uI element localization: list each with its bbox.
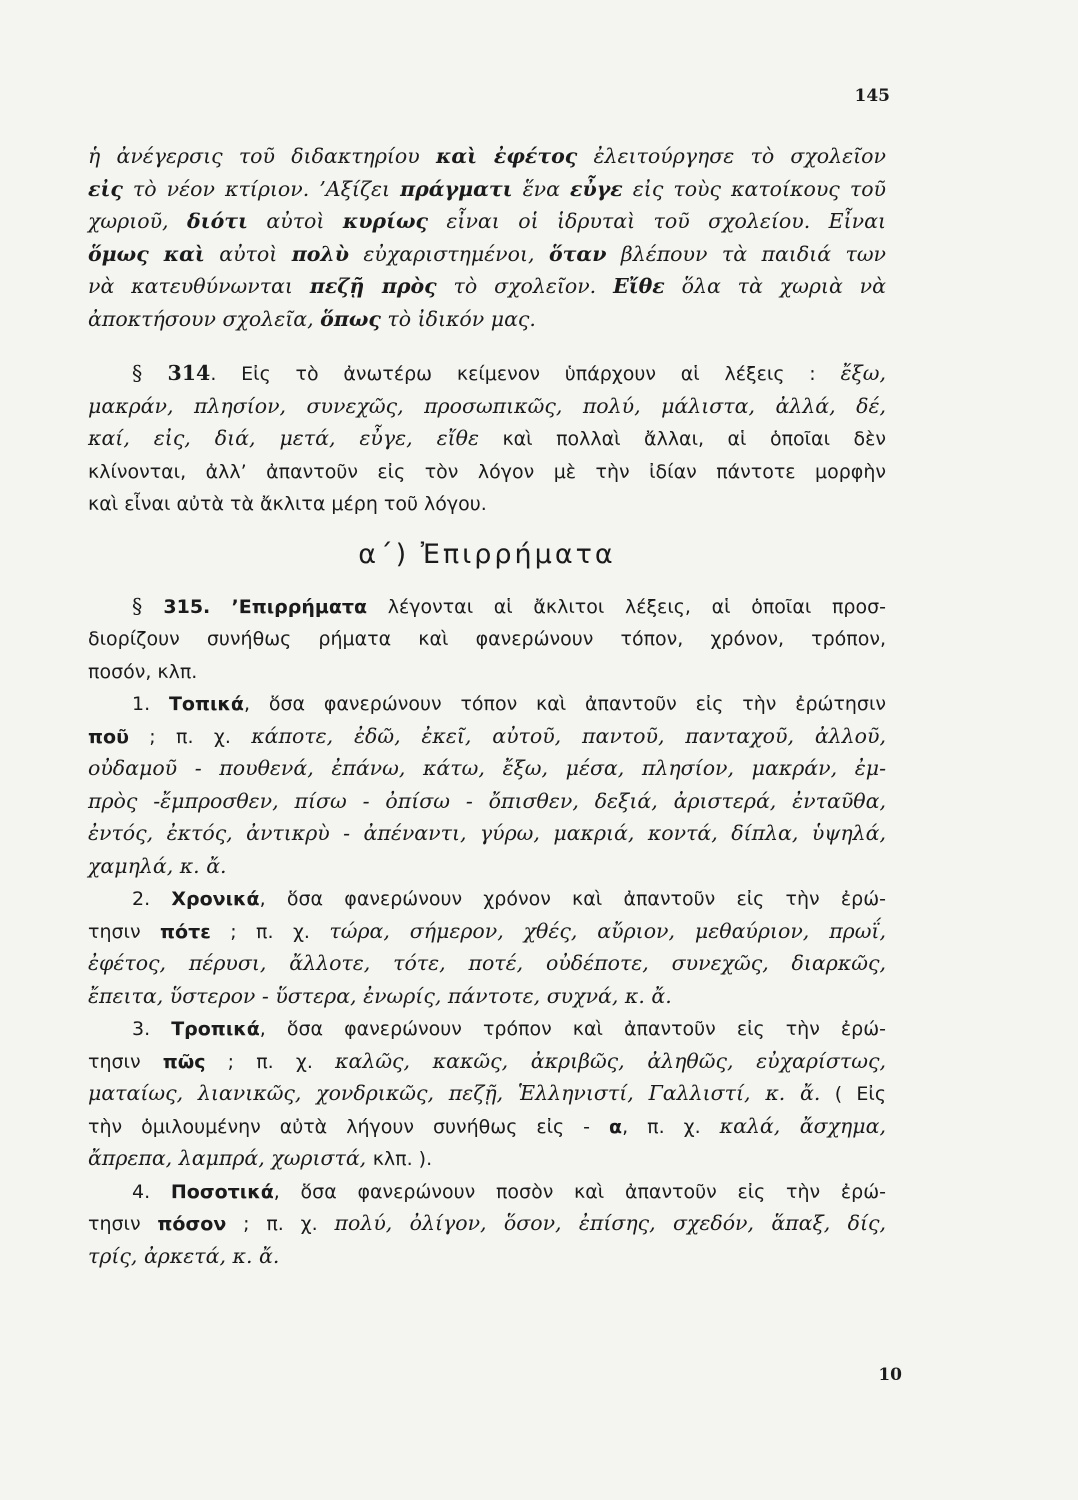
text-run: καλῶς, κακῶς, ἀκριβῶς, ἀληθῶς, εὐχαρίστως, [335,1048,886,1073]
text-run: Ποσοτικά [170,1180,274,1203]
text-run: τησιν [88,1213,158,1235]
text-run: τὸ νέον κτίριον. ’Αξίζει [122,176,401,201]
text-line [88,1175,886,1208]
text-run: κυρίως [342,209,428,233]
text-line [88,140,886,173]
text-run: ματαίως, λιανικῶς, χονδρικῶς, πεζῇ, Ἑλληνιστί, Γαλλιστί, κ. ἄ. [88,1081,821,1105]
text-run: ἐντός, ἐκτός, ἀντικρὺ - ἀπέναντι, γύρω, μακριά, κοντά, δίπλα, ὑψηλά, [88,821,886,845]
text-run: ἀποκτήσουν σχολεῖα, [88,306,321,331]
text-run: κάποτε, ἐδῶ, ἐκεῖ, αὐτοῦ, παντοῦ, πανταχοῦ, ἀλλοῦ, [251,723,886,748]
text-line [88,915,886,948]
text-run: 315. ’Επιρρήματα [163,595,368,618]
list-item-modal-adverbs [88,1012,886,1175]
text-run: πεζῇ πρὸς [309,274,437,298]
text-line [88,752,886,785]
text-run: νὰ κατευθύνωνται [88,274,310,298]
text-run: ἄπρεπα, λαμπρά, χωριστά, [88,1146,373,1170]
text-line [88,785,886,818]
list-item-temporal-adverbs [88,882,886,1012]
text-run: πῶς [162,1050,206,1073]
section-314 [88,357,886,520]
text-run: καί, εἰς, διά, μετά, εὖγε, εἴθε [88,426,479,450]
text-line [88,455,886,488]
text-line [88,655,886,688]
text-line [88,205,886,238]
text-line [88,947,886,980]
text-run: κλπ. ). [372,1148,433,1170]
text-run: αὐτοὶ [247,209,343,233]
text-line [88,882,886,915]
text-run: ἔξω, [840,361,886,385]
text-line [88,622,886,655]
text-run: § [132,361,168,385]
text-run: , ὅσα φανερώνουν τρόπον καὶ ἀπαντοῦν εἰς τὴν ἐρώ- [259,1018,886,1040]
text-line [88,1240,886,1273]
text-run: εὐχαριστημένοι, [348,241,549,266]
text-run: ; π. χ. [205,1050,336,1073]
text-run: ποῦ [88,725,129,748]
text-line [88,817,886,850]
text-run: τὸ σχολεῖον. [436,274,614,298]
text-run: ; π. χ. [128,725,252,748]
text-line [88,390,886,423]
text-run: τησιν [88,1050,163,1073]
list-item-local-adverbs [88,687,886,882]
text-run: ποσόν, κλπ. [88,660,198,683]
text-run: τησιν [88,920,160,943]
text-run: εἰς [88,176,123,201]
text-run: τώρα, σήμερον, χθές, αὔριον, μεθαύριον, πρωΐ, [329,918,886,943]
text-run: πότε [160,920,211,943]
text-line [88,850,886,883]
list-item-quantitative-adverbs [88,1175,886,1273]
text-line [88,980,886,1013]
text-line [88,1012,886,1045]
text-run: μακράν, πλησίον, συνεχῶς, προσωπικῶς, πολύ, μάλιστα, ἀλλά, δέ, [88,393,886,418]
text-run: καὶ πολλαὶ ἄλλαι, αἱ ὁποῖαι δὲν [478,428,886,450]
text-line [88,720,886,753]
text-run: ὅπως [320,306,381,331]
text-line [88,1110,886,1143]
text-run: , ὅσα φανερώνουν χρόνον καὶ ἀπαντοῦν εἰς τὴν ἐρώ- [259,888,886,910]
text-run: . Εἰς τὸ ἀνωτέρω κείμενον ὑπάρχουν αἱ λέξεις : [210,363,841,385]
page-body [88,140,886,1272]
text-line [88,1207,886,1240]
section-heading: α΄) Ἐπιρρήματα [358,538,616,570]
text-line [88,238,886,271]
text-run: εὖγε [570,176,623,201]
text-run: χωριοῦ, [88,209,187,233]
text-run: ( Εἰς [820,1083,887,1105]
text-run: τὴν ὁμιλουμένην αὐτὰ λήγουν συνήθως εἰς - [88,1115,610,1138]
page-number: 145 [854,86,890,106]
text-run: διορίζουν συνήθως ρήματα καὶ φανερώνουν τόπον, χρόνον, τρόπον, [88,628,886,650]
text-run: εἰς τοὺς κατοίκους τοῦ [622,176,886,201]
text-run: πολὺ [291,241,349,266]
text-line [88,487,886,520]
text-run: Τροπικά [171,1018,260,1040]
text-run: ὅταν [548,241,607,266]
text-run: ὅμως καὶ [88,241,205,266]
text-run: τὸ ἰδικόν μας. [380,306,536,331]
text-run: αὐτοὶ [204,241,292,266]
text-run: ἡ ἀνέγερσις τοῦ διδακτηρίου [88,144,436,168]
text-line [88,687,886,720]
text-run: καὶ ἐφέτος [435,144,578,168]
text-run: , π. χ. [622,1115,720,1138]
text-run: ; π. χ. [226,1213,335,1235]
text-line [88,590,886,623]
text-line [88,422,886,455]
text-run: καλά, ἄσχημα, [719,1113,886,1138]
text-run: πρὸς -ἔμπροσθεν, πίσω - ὀπίσω - ὄπισθεν, δεξιά, ἀριστερά, ἐνταῦθα, [88,788,886,813]
text-run: εἶναι οἱ ἱδρυταὶ τοῦ σχολείου. Εἶναι [428,209,887,233]
text-run: λέγονται αἱ ἄκλιτοι λέξεις, αἱ ὁποῖαι προσ- [367,595,886,618]
text-run: 2. [132,888,172,910]
text-line [88,303,886,336]
text-line [88,1077,886,1110]
text-run: διότι [186,209,248,233]
text-run: ἕνα [512,176,571,201]
text-run: βλέπουν τὰ παιδιά των [606,241,886,266]
text-line [88,173,886,206]
text-run: ; π. χ. [210,920,330,943]
text-run: χαμηλά, κ. ἄ. [88,853,227,878]
text-run: , ὅσα φανερώνουν ποσὸν καὶ ἀπαντοῦν εἰς τὴν ἐρώ- [273,1180,886,1203]
text-run: πόσον [157,1213,227,1235]
text-run: 314 [167,361,211,385]
text-run: τρίς, ἀρκετά, κ. ἄ. [88,1243,280,1268]
text-run: Εἴθε [613,274,665,298]
text-run: καὶ εἶναι αὐτὰ τὰ ἄκλιτα μέρη τοῦ λόγου. [88,493,487,515]
intro-paragraph [88,140,886,335]
section-315 [88,590,886,688]
text-run: 3. [132,1018,172,1040]
text-run: ὅλα τὰ χωριὰ νὰ [664,274,886,298]
text-run: 1. [132,693,169,715]
text-run: Τοπικά [168,693,244,715]
text-run: , ὅσα φανερώνουν τόπον καὶ ἀπαντοῦν εἰς τὴν ἐρώτησιν [243,693,887,715]
text-run: § [132,593,164,618]
text-run: ἔπειτα, ὕστερον - ὕστερα, ἐνωρίς, πάντοτε, συχνά, κ. ἄ. [88,983,672,1008]
text-run: α [609,1115,623,1138]
text-run: ἐλειτούργησε τὸ σχολεῖον [577,144,886,168]
text-run: πολύ, ὀλίγον, ὅσον, ἐπίσης, σχεδόν, ἅπαξ, δίς, [334,1211,886,1235]
text-line [88,1142,886,1175]
text-run: κλίνονται, ἀλλ’ ἀπαντοῦν εἰς τὸν λόγον μὲ τὴν ἰδίαν πάντοτε μορφὴν [88,460,886,483]
text-run: 4. [132,1180,171,1203]
text-run: ἐφέτος, πέρυσι, ἄλλοτε, τότε, ποτέ, οὐδέποτε, συνεχῶς, διαρκῶς, [88,951,886,975]
footer-signature-number: 10 [878,1365,902,1385]
text-line [88,357,886,390]
text-run: Χρονικά [171,888,260,910]
text-line [88,270,886,303]
text-line [88,1045,886,1078]
text-run: οὐδαμοῦ - πουθενά, ἐπάνω, κάτω, ἔξω, μέσα, πλησίον, μακράν, ἐμ- [88,756,886,780]
text-run: πράγματι [400,176,513,201]
